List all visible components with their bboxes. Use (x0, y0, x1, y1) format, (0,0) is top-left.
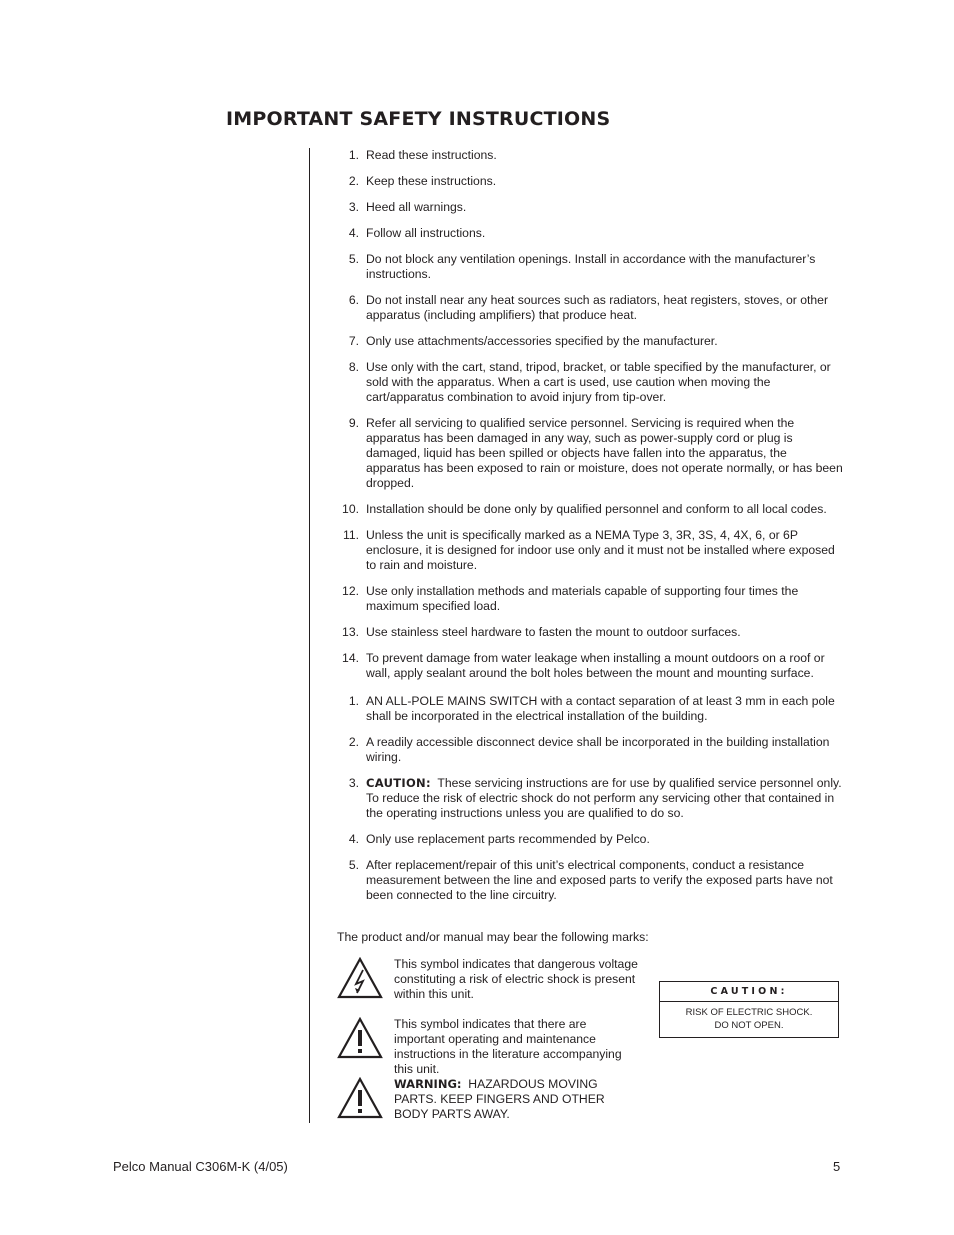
item-number: 2. (348, 735, 359, 749)
item-number: 1. (348, 148, 359, 162)
item-number: 1. (348, 694, 359, 708)
safety-instructions-list (337, 148, 843, 692)
item-text: Installation should be done only by qualified personnel and conform to all local codes. (366, 502, 827, 516)
item-number: 13. (342, 625, 359, 639)
item-number: 9. (348, 416, 359, 430)
list-item (337, 651, 843, 681)
item-text: Keep these instructions. (366, 174, 497, 188)
caution-box-line: RISK OF ELECTRIC SHOCK. (685, 1007, 813, 1018)
list-item (337, 776, 843, 821)
electric-shock-warning-icon (337, 957, 383, 999)
moving-parts-warning-icon (337, 1077, 383, 1119)
item-text: Use only installation methods and materials capable of supporting four times the maximum specified load. (366, 584, 799, 613)
item-text: To prevent damage from water leakage when installing a mount outdoors on a roof or wall, apply sealant around the bolt holes between the mount and mounting surface. (366, 651, 825, 680)
list-item (337, 735, 843, 765)
list-item (337, 858, 843, 903)
caution-box-line: DO NOT OPEN. (714, 1020, 784, 1031)
footer-manual-id: Pelco Manual C306M-K (4/05) (113, 1159, 288, 1174)
marks-intro: The product and/or manual may bear the following marks: (337, 930, 649, 944)
list-item (337, 252, 843, 282)
item-text: Unless the unit is specifically marked as a NEMA Type 3, 3R, 3S, 4, 4X, 6, or 6P enclosure, it is designed for indoor use only and it must not be installed where exposed to rain and moisture. (366, 528, 835, 572)
item-number: 14. (342, 651, 359, 665)
item-number: 4. (348, 226, 359, 240)
list-item (337, 625, 843, 640)
list-item (337, 174, 843, 189)
list-item (337, 360, 843, 405)
mark-description (394, 1077, 639, 1122)
electrical-instructions-list (337, 694, 843, 914)
item-text: Use stainless steel hardware to fasten the mount to outdoor surfaces. (366, 625, 741, 639)
item-text: Only use attachments/accessories specified by the manufacturer. (366, 334, 718, 348)
item-number: 5. (348, 252, 359, 266)
item-number: 4. (348, 832, 359, 846)
list-item (337, 694, 843, 724)
list-item (337, 584, 843, 614)
caution-label: CAUTION: (366, 776, 431, 790)
list-item (337, 148, 843, 163)
item-number: 7. (348, 334, 359, 348)
list-item (337, 832, 843, 847)
attention-exclamation-icon (337, 1017, 383, 1059)
item-number: 2. (348, 174, 359, 188)
item-text: Heed all warnings. (366, 200, 467, 214)
list-item (337, 334, 843, 349)
item-text: Do not install near any heat sources such as radiators, heat registers, stoves, or other apparatus (including amplifiers) that produce heat. (366, 293, 829, 322)
vertical-rule (309, 148, 310, 1123)
item-number: 10. (342, 502, 359, 516)
item-text: After replacement/repair of this unit’s electrical components, conduct a resistance measurement between the line and exposed parts to verify the exposed parts have not been connected to the line circuitry. (366, 858, 833, 902)
item-number: 8. (348, 360, 359, 374)
item-text: Only use replacement parts recommended by Pelco. (366, 832, 650, 846)
item-text: Do not block any ventilation openings. Install in accordance with the manufacturer’s instructions. (366, 252, 816, 281)
item-text: Follow all instructions. (366, 226, 486, 240)
item-text: Read these instructions. (366, 148, 497, 162)
item-text: A readily accessible disconnect device shall be incorporated in the building installation wiring. (366, 735, 830, 764)
page-title: IMPORTANT SAFETY INSTRUCTIONS (226, 108, 611, 130)
item-number: 5. (348, 858, 359, 872)
mark-description: This symbol indicates that there are important operating and maintenance instructions in the literature accompanying this unit. (394, 1017, 622, 1076)
list-item (337, 200, 843, 215)
item-number: 6. (348, 293, 359, 307)
list-item (337, 293, 843, 323)
item-number: 12. (342, 584, 359, 598)
mark-description: This symbol indicates that dangerous voltage constituting a risk of electric shock is present within this unit. (394, 957, 638, 1001)
item-number: 3. (348, 776, 359, 790)
list-item (337, 416, 843, 491)
warning-label: WARNING: (394, 1077, 462, 1091)
item-text: Refer all servicing to qualified service personnel. Servicing is required when the apparatus has been damaged in any way, such as power-supply cord or plug is damaged, liquid has been spilled or objects have fallen into the apparatus, the apparatus has been exposed to rain or moisture, does not operate normally, or has been dropped. (366, 416, 843, 490)
warning-text: HAZARDOUS MOVING PARTS. KEEP FINGERS AND OTHER BODY PARTS AWAY. (394, 1077, 605, 1121)
caution-label-box (659, 981, 839, 1038)
caution-box-header: CAUTION: (660, 982, 838, 1002)
caution-box-body (660, 1002, 838, 1032)
item-number: 3. (348, 200, 359, 214)
item-text: These servicing instructions are for use by qualified service personnel only. To reduce the risk of electric shock do not perform any servicing other that contained in the operating instructions unless you are qualified to do so. (366, 776, 842, 820)
list-item (337, 226, 843, 241)
list-item (337, 502, 843, 517)
item-text: Use only with the cart, stand, tripod, bracket, or table specified by the manufacturer, or sold with the apparatus. When a cart is used, use caution when moving the cart/apparatus combination to avoid injury from tip-over. (366, 360, 831, 404)
list-item (337, 528, 843, 573)
item-number: 11. (342, 528, 359, 542)
page-number: 5 (833, 1159, 841, 1174)
item-text: AN ALL-POLE MAINS SWITCH with a contact separation of at least 3 mm in each pole shall be incorporated in the electrical installation of the building. (366, 694, 835, 723)
